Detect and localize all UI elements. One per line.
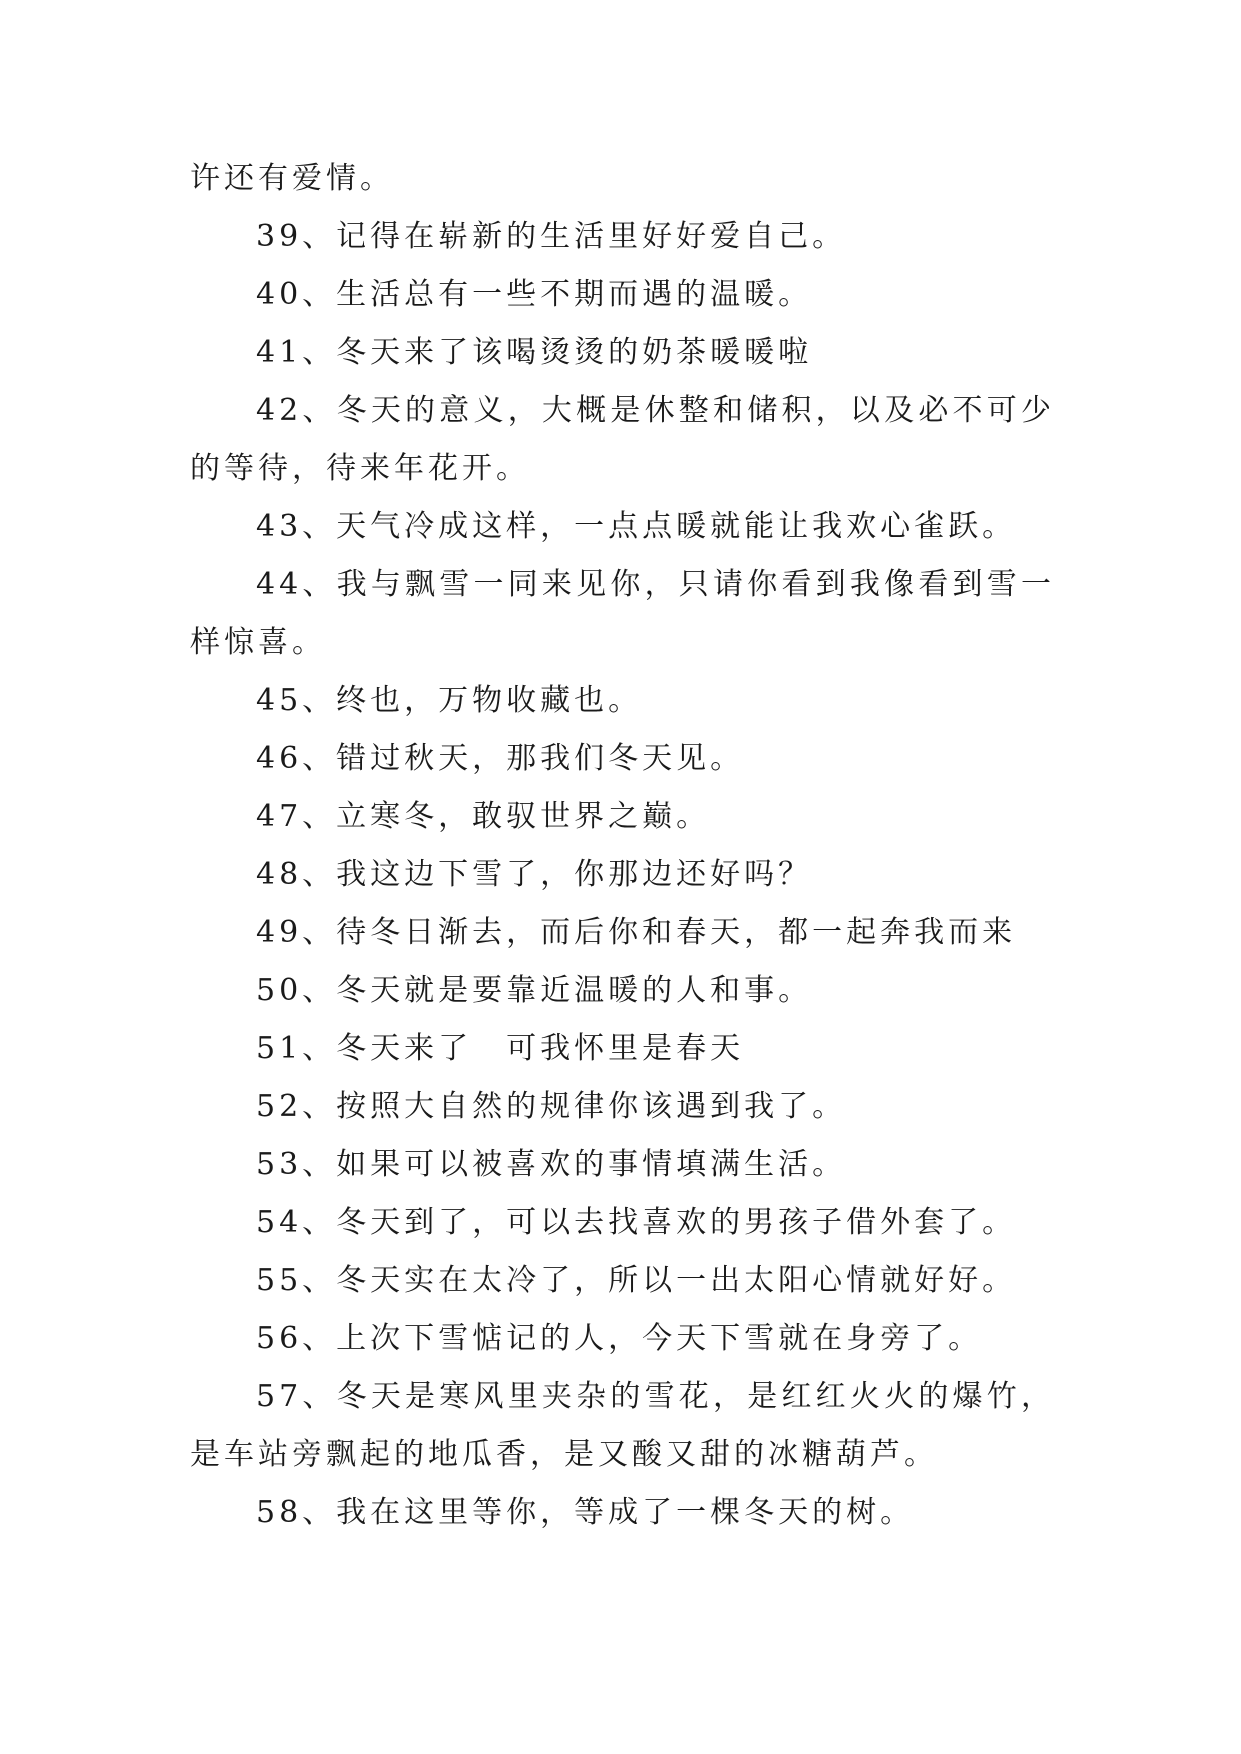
paragraph-56: 56、上次下雪惦记的人，今天下雪就在身旁了。 bbox=[256, 1321, 983, 1356]
paragraph-54: 54、冬天到了，可以去找喜欢的男孩子借外套了。 bbox=[256, 1205, 1017, 1240]
paragraph-45: 45、终也，万物收藏也。 bbox=[256, 683, 643, 718]
paragraph-57: 57、冬天是寒风里夹杂的雪花，是红红火火的爆竹，是车站旁飘起的地瓜香，是又酸又甜的冰糖葫芦。 bbox=[190, 1379, 1055, 1472]
paragraph-46: 46、错过秋天，那我们冬天见。 bbox=[256, 741, 745, 776]
paragraph-55: 55、冬天实在太冷了，所以一出太阳心情就好好。 bbox=[256, 1263, 1017, 1298]
paragraph-40: 40、生活总有一些不期而遇的温暖。 bbox=[256, 277, 813, 312]
paragraph-44: 44、我与飘雪一同来见你，只请你看到我像看到雪一样惊喜。 bbox=[190, 567, 1055, 660]
paragraph-51: 51、冬天来了 可我怀里是春天 bbox=[256, 1031, 745, 1066]
paragraph-53: 53、如果可以被喜欢的事情填满生活。 bbox=[256, 1147, 847, 1182]
paragraph-39: 39、记得在崭新的生活里好好爱自己。 bbox=[256, 219, 847, 254]
paragraph-41: 41、冬天来了该喝烫烫的奶茶暖暖啦 bbox=[256, 335, 813, 370]
paragraph-50: 50、冬天就是要靠近温暖的人和事。 bbox=[256, 973, 813, 1008]
paragraph-48: 48、我这边下雪了，你那边还好吗？ bbox=[256, 857, 813, 892]
paragraph-58: 58、我在这里等你，等成了一棵冬天的树。 bbox=[256, 1495, 915, 1530]
paragraph-43: 43、天气冷成这样，一点点暖就能让我欢心雀跃。 bbox=[256, 509, 1017, 544]
paragraph-42: 42、冬天的意义，大概是休整和储积，以及必不可少的等待，待来年花开。 bbox=[190, 393, 1055, 486]
paragraph-49: 49、待冬日渐去，而后你和春天，都一起奔我而来 bbox=[256, 915, 1017, 950]
paragraph-47: 47、立寒冬，敢驭世界之巅。 bbox=[256, 799, 711, 834]
paragraph-52: 52、按照大自然的规律你该遇到我了。 bbox=[256, 1089, 847, 1124]
document-page bbox=[190, 150, 1055, 1542]
paragraph-continuation: 许还有爱情。 bbox=[190, 161, 394, 196]
